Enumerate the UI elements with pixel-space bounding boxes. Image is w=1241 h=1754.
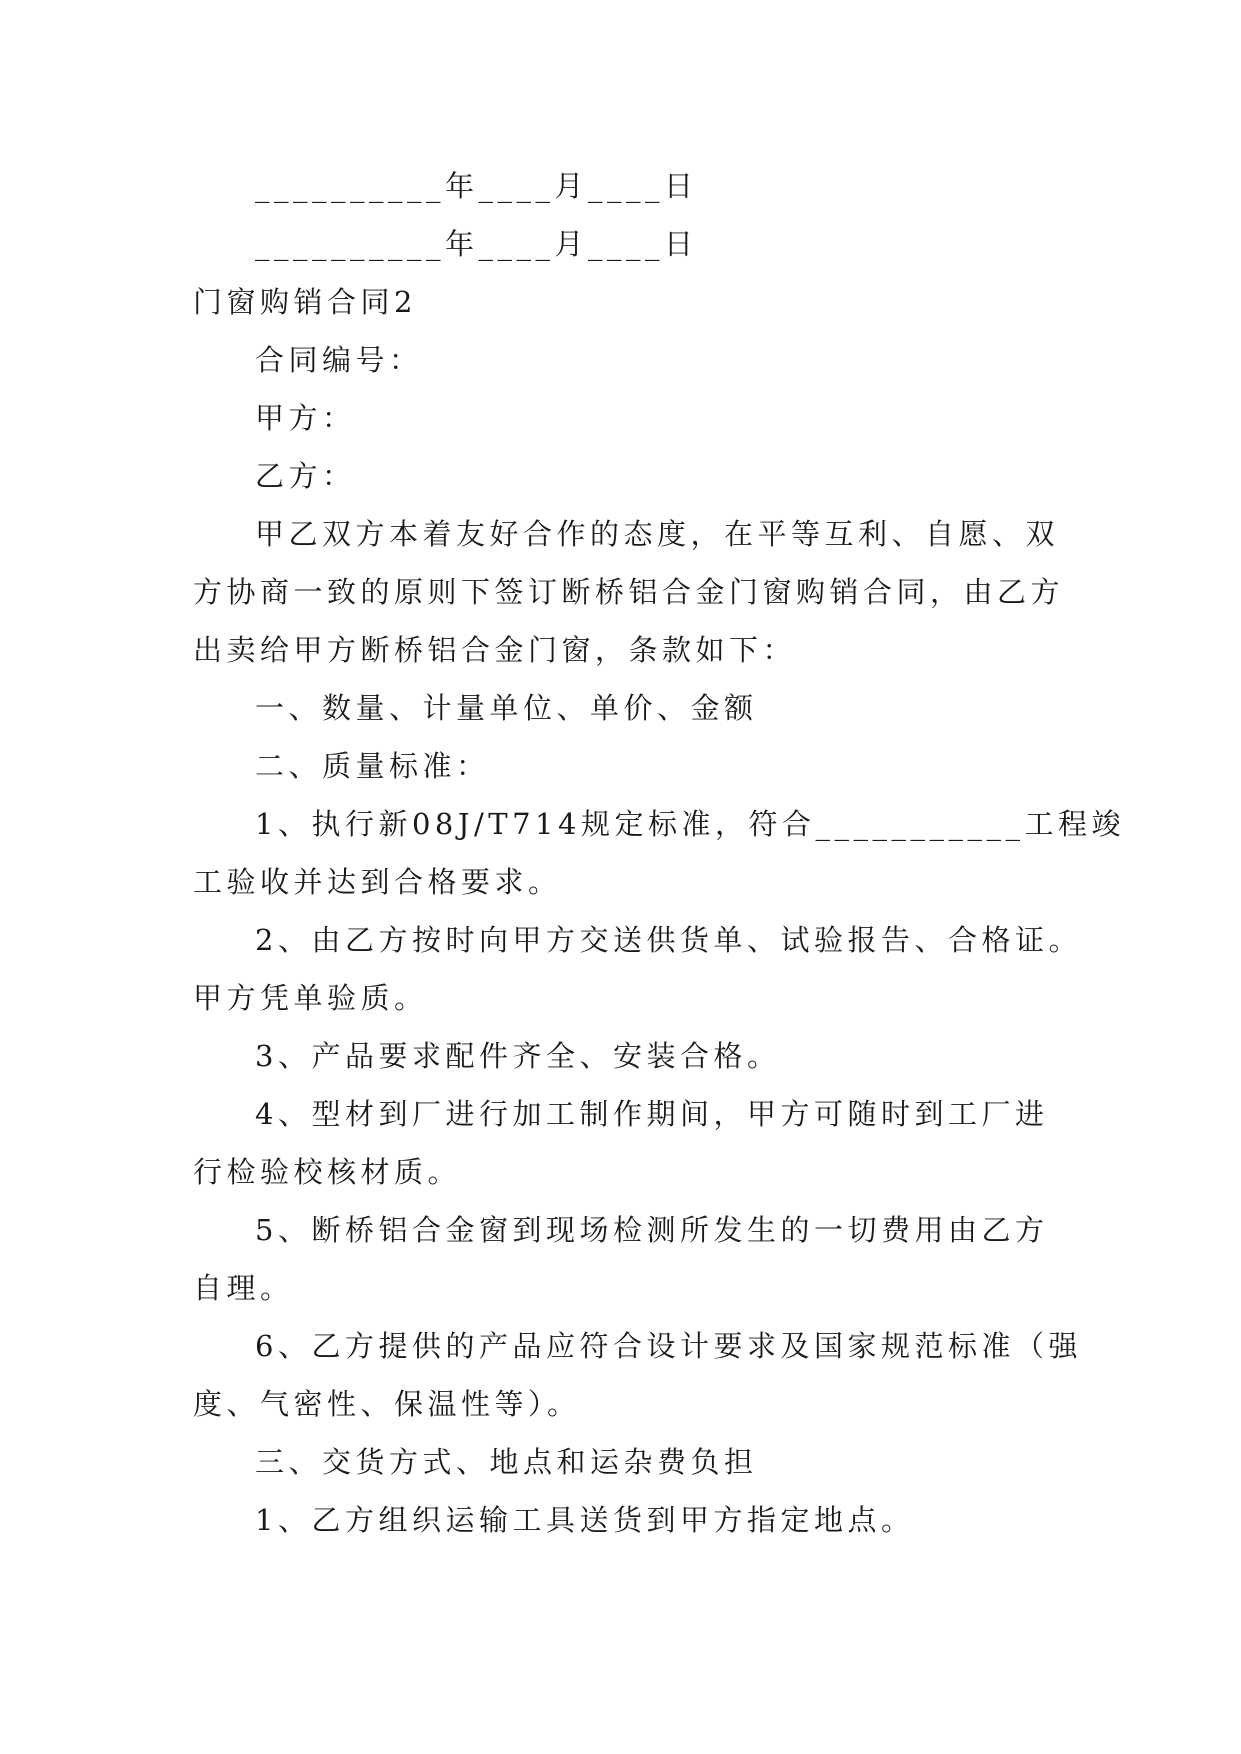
section-heading-3: 三、交货方式、地点和运杂费负担 — [255, 1445, 758, 1479]
clause-line: 度、气密性、保温性等）。 — [193, 1387, 581, 1421]
contract-title: 门窗购销合同2 — [193, 285, 417, 319]
clause-line: 甲方凭单验质。 — [193, 981, 428, 1015]
party-a-label: 甲方： — [255, 401, 356, 435]
section-heading-1: 一、数量、计量单位、单价、金额 — [255, 691, 758, 725]
clause-line: 2、由乙方按时向甲方交送供货单、试验报告、合格证。 — [255, 923, 1082, 957]
paragraph-line: 甲乙双方本着友好合作的态度，在平等互利、自愿、双 — [255, 517, 1060, 551]
party-b-label: 乙方： — [255, 459, 356, 493]
clause-line: 4、型材到厂进行加工制作期间，甲方可随时到工厂进 — [255, 1097, 1049, 1131]
clause-line: 自理。 — [193, 1271, 294, 1305]
clause-line: 6、乙方提供的产品应符合设计要求及国家规范标准（强 — [255, 1329, 1082, 1363]
paragraph-line: 出卖给甲方断桥铝合金门窗，条款如下： — [193, 633, 797, 667]
date-line-2: __________年____月____日 — [255, 227, 698, 261]
clause-line: 行检验校核材质。 — [193, 1155, 462, 1189]
contract-number-label: 合同编号： — [255, 343, 423, 377]
paragraph-line: 方协商一致的原则下签订断桥铝合金门窗购销合同，由乙方 — [193, 575, 1065, 609]
clause-line: 1、乙方组织运输工具送货到甲方指定地点。 — [255, 1503, 915, 1537]
clause-line: 3、产品要求配件齐全、安装合格。 — [255, 1039, 781, 1073]
date-line-1: __________年____月____日 — [255, 169, 698, 203]
clause-line: 5、断桥铝合金窗到现场检测所发生的一切费用由乙方 — [255, 1213, 1049, 1247]
clause-line: 1、执行新08J/T714规定标准，符合___________工程竣 — [255, 807, 1125, 841]
clause-line: 工验收并达到合格要求。 — [193, 865, 562, 899]
section-heading-2: 二、质量标准： — [255, 749, 490, 783]
